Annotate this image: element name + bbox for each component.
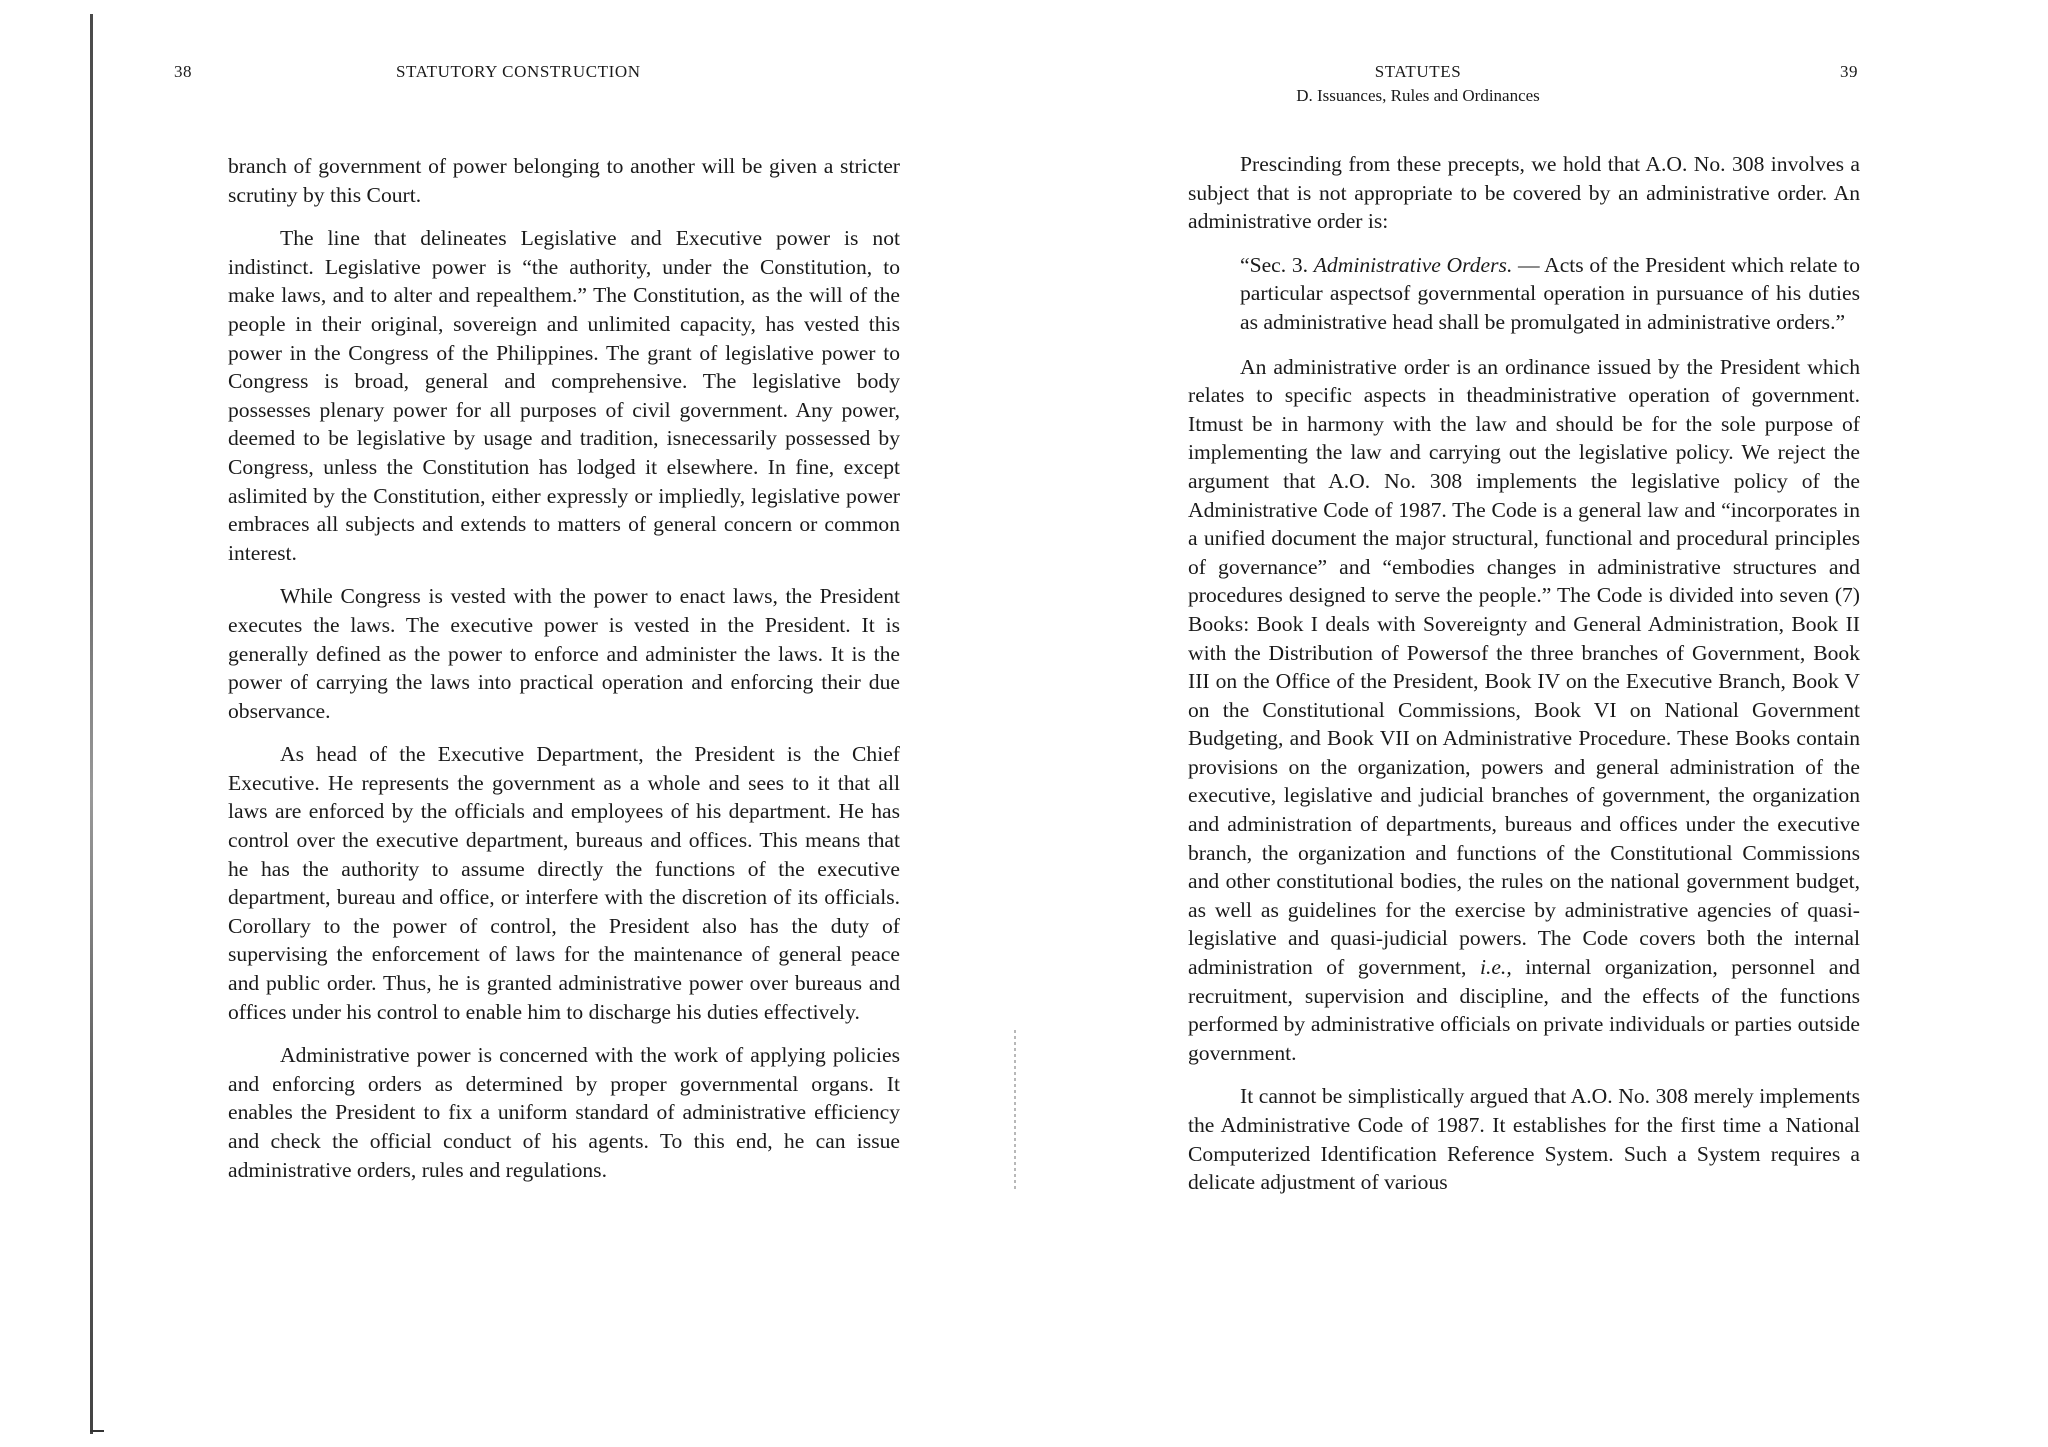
block-quote [1240,251,1860,337]
paragraph: The line that delineates Legislative and Executive power is not indistinct. Legislative power is “the authority, under the Constitution, to make laws, and to alter and repealthem.” The Constitution, as the will of the people in their original, sovereign and unlimited capacity, has vested this power in the Congress of the Philippines. The grant of legislative power to Congress is broad, general and comprehensive. The legislative body possesses plenary power for all purposes of civil government. Any power, deemed to be legislative by usage and tradition, isnecessarily possessed by Congress, unless the Constitution has lodged it elsewhere. In fine, except aslimited by the Constitution, either expressly or impliedly, legislative power embraces all subjects and extends to matters of general concern or common interest. [228,226,900,565]
paragraph-part: An administrative order is an ordinance issued by the President which relates to specific aspects in theadministrative operation of government. Itmust be in harmony with the law and should be for the sole purpose of implementing the law and carrying out the legislative policy. We reject the argument that A.O. No. 308 implements the legislative policy of the Administrative Code of 1987. The Code is a general law and “incorporates in a unified document the major structural, functional and procedural principles of governance” and “embodies changes in administrative structures and procedures designed to serve the people.” The Code is divided into seven (7) Books: Book I deals with Sovereignty and General Administration, Book II with the Distribution of Powersof the three branches of Government, Book III on the Office of the President, Book IV on the Executive Branch, Book V on the Constitutional Commissions, Book VI on National Government Budgeting, and Book VII on Administrative Procedure. These Books contain provisions on the organization, powers and general administration of the executive, legislative and judicial branches of government, the organization and administration of departments, bureaus and offices under the executive branch, the organization and functions of the Constitutional Commissions and other constitutional bodies, the rules on the national government budget, as well as guidelines for the exercise by administrative agencies of quasi-legislative and quasi-judicial powers. The Code covers both the internal administration of government, [1188,354,1860,980]
running-head: STATUTORY CONSTRUCTION [396,62,641,81]
right-page-body [1188,150,1860,1212]
paragraph: While Congress is vested with the power to enact laws, the President executes the laws. The executive power is vested in the President. It is generally defined as the power to enforce and administer the laws. It is the power of carrying the laws into practical operation and enforcing their due observance. [228,584,900,723]
page-number: 38 [174,62,192,81]
paragraph-part: internal organization, personnel and recruitment, supervision and discipline, and the effects of the functions performed by administrative officials on private individuals or parties outside government. [1188,955,1860,1065]
quote-title: Administrative Orders. [1313,252,1513,277]
quote-lead: “Sec. 3. [1240,252,1309,277]
paragraph-ie: i.e., [1479,955,1512,980]
paragraph [1188,353,1860,1068]
left-page-body [228,152,900,1199]
left-page [0,0,1010,1447]
section-subhead: D. Issuances, Rules and Ordinances [1296,86,1540,105]
paragraph: branch of government of power belonging to another will be given a stricter scrutiny by this Court. [228,154,900,207]
paragraph: It cannot be simplistically argued that A.O. No. 308 merely implements the Administrative Code of 1987. It establishes for the first time a National Computerized Identification Reference System. Such a System requires a delicate adjustment of various [1188,1084,1860,1195]
paragraph: As head of the Executive Department, the President is the Chief Executive. He represents the government as a whole and sees to it that all laws are enforced by the officials and employees of his department. He has control over the executive department, bureaus and offices. This means that he has the authority to assume directly the functions of the executive department, bureau and office, or interfere with the discretion of its officials. Corollary to the power of control, the President also has the duty of supervising the enforcement of laws for the maintenance of general peace and public order. Thus, he is granted administrative power over bureaus and offices under his control to enable him to discharge his duties effectively. [228,742,900,1024]
quote-text: — Acts of the President which relate to particular aspectsof governmental operation in pursuance of his duties as administrative head shall be promulgated in administrative orders.” [1240,252,1860,334]
page-number-right: 39 [1840,62,1858,81]
paragraph: Administrative power is concerned with the work of applying policies and enforcing orders as determined by proper governmental organs. It enables the President to fix a uniform standard of administrative efficiency and check the official conduct of his agents. To this end, he can issue administrative orders, rules and regulations. [228,1043,900,1182]
running-head: STATUTES [1374,62,1462,81]
paragraph: Prescinding from these precepts, we hold that A.O. No. 308 involves a subject that is not appropriate to be covered by an administrative order. An administrative order is: [1188,152,1860,234]
